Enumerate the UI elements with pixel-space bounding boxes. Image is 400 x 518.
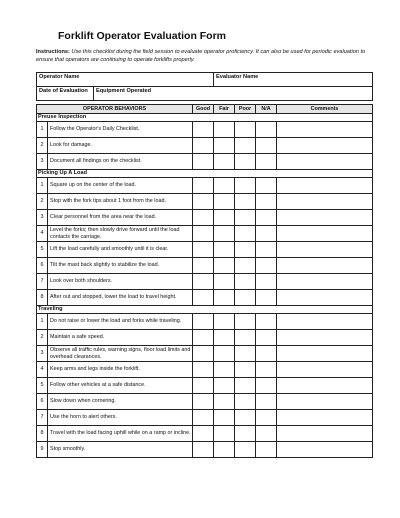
rating-cell-poor[interactable]: [235, 442, 256, 458]
behavior-row: [37, 410, 373, 426]
rating-cell-fair[interactable]: [214, 178, 235, 194]
section-title: Picking Up A Load: [37, 170, 373, 178]
column-header-row: [37, 105, 373, 114]
behavior-text: Tilt the mast back slightly to stabilize the load.: [48, 258, 193, 274]
behavior-text: Do not raise or lower the load and forks while traveling.: [48, 314, 193, 330]
section-header-row: [37, 306, 373, 314]
rating-cell-poor[interactable]: [235, 290, 256, 306]
rating-cell-na[interactable]: [256, 154, 277, 170]
rating-cell-fair[interactable]: [214, 442, 235, 458]
behavior-text: Look for damage.: [48, 138, 193, 154]
behavior-row: [37, 122, 373, 138]
rating-cell-good[interactable]: [193, 258, 214, 274]
rating-cell-na[interactable]: [256, 378, 277, 394]
behavior-row: [37, 290, 373, 306]
rating-cell-good[interactable]: [193, 226, 214, 242]
rating-cell-poor[interactable]: [235, 346, 256, 362]
rating-cell-na[interactable]: [256, 314, 277, 330]
comments-cell[interactable]: [277, 442, 373, 458]
rating-cell-na[interactable]: [256, 138, 277, 154]
operator-name-field[interactable]: Operator Name: [37, 73, 214, 87]
header-table: [36, 72, 373, 101]
item-number: 2: [37, 330, 48, 346]
rating-cell-poor[interactable]: [235, 210, 256, 226]
rating-cell-fair[interactable]: [214, 362, 235, 378]
rating-cell-poor[interactable]: [235, 274, 256, 290]
behavior-text: After out and stopped, lower the load to travel height.: [48, 290, 193, 306]
item-number: 9: [37, 442, 48, 458]
behavior-row: [37, 194, 373, 210]
rating-cell-poor[interactable]: [235, 426, 256, 442]
rating-cell-poor[interactable]: [235, 226, 256, 242]
rating-cell-na[interactable]: [256, 442, 277, 458]
rating-cell-poor[interactable]: [235, 242, 256, 258]
col-comments: Comments: [277, 105, 373, 114]
rating-cell-poor[interactable]: [235, 122, 256, 138]
behavior-row: [37, 178, 373, 194]
rating-cell-poor[interactable]: [235, 178, 256, 194]
item-number: 7: [37, 410, 48, 426]
instructions-text: Use this checklist during the field session to evaluate operator proficiency. It can also be used for periodic evaluation to ensure that operators are continuing to operate forklifts properly.: [36, 49, 366, 63]
item-number: 1: [37, 314, 48, 330]
rating-cell-fair[interactable]: [214, 274, 235, 290]
behavior-text: Document all findings on the checklist.: [48, 154, 193, 170]
evaluation-table: [36, 104, 373, 458]
rating-cell-fair[interactable]: [214, 426, 235, 442]
rating-cell-poor[interactable]: [235, 194, 256, 210]
rating-cell-na[interactable]: [256, 290, 277, 306]
behavior-row: [37, 242, 373, 258]
equipment-operated-field[interactable]: Equipment Operated: [94, 87, 373, 101]
behavior-text: Travel with the load facing uphill while on a ramp or incline.: [48, 426, 193, 442]
rating-cell-fair[interactable]: [214, 314, 235, 330]
rating-cell-good[interactable]: [193, 194, 214, 210]
instructions: [36, 48, 374, 64]
comments-cell[interactable]: [277, 274, 373, 290]
item-number: 2: [37, 194, 48, 210]
behavior-row: [37, 226, 373, 242]
behavior-text: Use the horn to alert others.: [48, 410, 193, 426]
rating-cell-good[interactable]: [193, 410, 214, 426]
rating-cell-fair[interactable]: [214, 394, 235, 410]
section-title: Traveling: [37, 306, 373, 314]
rating-cell-na[interactable]: [256, 122, 277, 138]
behavior-text: Lift the load carefully and smoothly until it is clear.: [48, 242, 193, 258]
rating-cell-good[interactable]: [193, 346, 214, 362]
item-number: 6: [37, 394, 48, 410]
item-number: 7: [37, 274, 48, 290]
item-number: 4: [37, 226, 48, 242]
rating-cell-na[interactable]: [256, 258, 277, 274]
rating-cell-good[interactable]: [193, 178, 214, 194]
section-header-row: [37, 114, 373, 122]
comments-cell[interactable]: [277, 154, 373, 170]
rating-cell-fair[interactable]: [214, 242, 235, 258]
col-poor: Poor: [235, 105, 256, 114]
rating-cell-good[interactable]: [193, 154, 214, 170]
comments-cell[interactable]: [277, 194, 373, 210]
behavior-text: Follow the Operator's Daily Checklist.: [48, 122, 193, 138]
rating-cell-poor[interactable]: [235, 314, 256, 330]
section-title: Preuse Inspection: [37, 114, 373, 122]
rating-cell-na[interactable]: [256, 226, 277, 242]
rating-cell-poor[interactable]: [235, 258, 256, 274]
rating-cell-fair[interactable]: [214, 410, 235, 426]
rating-cell-na[interactable]: [256, 210, 277, 226]
rating-cell-good[interactable]: [193, 242, 214, 258]
behavior-text: Maintain a safe speed.: [48, 330, 193, 346]
rating-cell-poor[interactable]: [235, 378, 256, 394]
behavior-row: [37, 362, 373, 378]
behavior-text: Stop with the fork tips about 1 foot from the load.: [48, 194, 193, 210]
form-title: Forklift Operator Evaluation Form: [58, 30, 227, 42]
comments-cell[interactable]: [277, 226, 373, 242]
behavior-row: [37, 314, 373, 330]
rating-cell-fair[interactable]: [214, 154, 235, 170]
rating-cell-good[interactable]: [193, 362, 214, 378]
rating-cell-good[interactable]: [193, 290, 214, 306]
comments-cell[interactable]: [277, 210, 373, 226]
rating-cell-fair[interactable]: [214, 378, 235, 394]
item-number: 5: [37, 242, 48, 258]
col-fair: Fair: [214, 105, 235, 114]
rating-cell-na[interactable]: [256, 426, 277, 442]
rating-cell-poor[interactable]: [235, 154, 256, 170]
behavior-row: [37, 378, 373, 394]
col-good: Good: [193, 105, 214, 114]
rating-cell-good[interactable]: [193, 378, 214, 394]
date-of-evaluation-field[interactable]: Date of Evaluation: [37, 87, 94, 101]
comments-cell[interactable]: [277, 122, 373, 138]
col-behaviors: OPERATOR BEHAVIORS: [37, 105, 193, 114]
behavior-row: [37, 426, 373, 442]
comments-cell[interactable]: [277, 290, 373, 306]
evaluator-name-field[interactable]: Evaluator Name: [214, 73, 373, 87]
rating-cell-fair[interactable]: [214, 226, 235, 242]
item-number: 1: [37, 178, 48, 194]
item-number: 3: [37, 210, 48, 226]
comments-cell[interactable]: [277, 330, 373, 346]
behavior-row: [37, 154, 373, 170]
comments-cell[interactable]: [277, 178, 373, 194]
rating-cell-good[interactable]: [193, 426, 214, 442]
item-number: 2: [37, 138, 48, 154]
rating-cell-fair[interactable]: [214, 210, 235, 226]
item-number: 3: [37, 346, 48, 362]
section-header-row: [37, 170, 373, 178]
rating-cell-fair[interactable]: [214, 346, 235, 362]
rating-cell-fair[interactable]: [214, 330, 235, 346]
item-number: 8: [37, 290, 48, 306]
comments-cell[interactable]: [277, 346, 373, 362]
rating-cell-na[interactable]: [256, 410, 277, 426]
col-na: N/A: [256, 105, 277, 114]
rating-cell-good[interactable]: [193, 122, 214, 138]
behavior-row: [37, 274, 373, 290]
rating-cell-good[interactable]: [193, 394, 214, 410]
comments-cell[interactable]: [277, 410, 373, 426]
rating-cell-fair[interactable]: [214, 290, 235, 306]
comments-cell[interactable]: [277, 426, 373, 442]
rating-cell-poor[interactable]: [235, 362, 256, 378]
rating-cell-good[interactable]: [193, 330, 214, 346]
behavior-text: Look over both shoulders.: [48, 274, 193, 290]
rating-cell-poor[interactable]: [235, 138, 256, 154]
behavior-text: Slow down when cornering.: [48, 394, 193, 410]
rating-cell-poor[interactable]: [235, 394, 256, 410]
rating-cell-na[interactable]: [256, 394, 277, 410]
rating-cell-poor[interactable]: [235, 410, 256, 426]
behavior-text: Observe all traffic rules, warning signs, floor load limits and overhead clearances.: [48, 346, 193, 362]
behavior-text: Square up on the center of the load.: [48, 178, 193, 194]
behavior-row: [37, 330, 373, 346]
behavior-row: [37, 210, 373, 226]
comments-cell[interactable]: [277, 362, 373, 378]
rating-cell-poor[interactable]: [235, 330, 256, 346]
behavior-text: Keep arms and legs inside the forklift.: [48, 362, 193, 378]
comments-cell[interactable]: [277, 314, 373, 330]
rating-cell-na[interactable]: [256, 194, 277, 210]
behavior-row: [37, 346, 373, 362]
comments-cell[interactable]: [277, 378, 373, 394]
behavior-row: [37, 258, 373, 274]
behavior-text: Clear personnel from the area near the load.: [48, 210, 193, 226]
rating-cell-good[interactable]: [193, 274, 214, 290]
rating-cell-fair[interactable]: [214, 122, 235, 138]
rating-cell-fair[interactable]: [214, 258, 235, 274]
item-number: 8: [37, 426, 48, 442]
comments-cell[interactable]: [277, 242, 373, 258]
rating-cell-fair[interactable]: [214, 194, 235, 210]
behavior-row: [37, 394, 373, 410]
rating-cell-na[interactable]: [256, 346, 277, 362]
behavior-text: Follow other vehicles at a safe distance.: [48, 378, 193, 394]
item-number: 1: [37, 122, 48, 138]
comments-cell[interactable]: [277, 394, 373, 410]
rating-cell-fair[interactable]: [214, 138, 235, 154]
item-number: 3: [37, 154, 48, 170]
item-number: 6: [37, 258, 48, 274]
rating-cell-na[interactable]: [256, 242, 277, 258]
comments-cell[interactable]: [277, 138, 373, 154]
instructions-label: Instructions:: [36, 49, 70, 55]
item-number: 5: [37, 378, 48, 394]
behavior-row: [37, 442, 373, 458]
rating-cell-na[interactable]: [256, 178, 277, 194]
rating-cell-na[interactable]: [256, 274, 277, 290]
comments-cell[interactable]: [277, 258, 373, 274]
rating-cell-na[interactable]: [256, 330, 277, 346]
behavior-text: Stop smoothly.: [48, 442, 193, 458]
rating-cell-good[interactable]: [193, 138, 214, 154]
rating-cell-good[interactable]: [193, 210, 214, 226]
item-number: 4: [37, 362, 48, 378]
rating-cell-na[interactable]: [256, 362, 277, 378]
rating-cell-good[interactable]: [193, 442, 214, 458]
rating-cell-good[interactable]: [193, 314, 214, 330]
behavior-row: [37, 138, 373, 154]
behavior-text: Level the forks; then slowly drive forward until the load contacts the carriage.: [48, 226, 193, 242]
